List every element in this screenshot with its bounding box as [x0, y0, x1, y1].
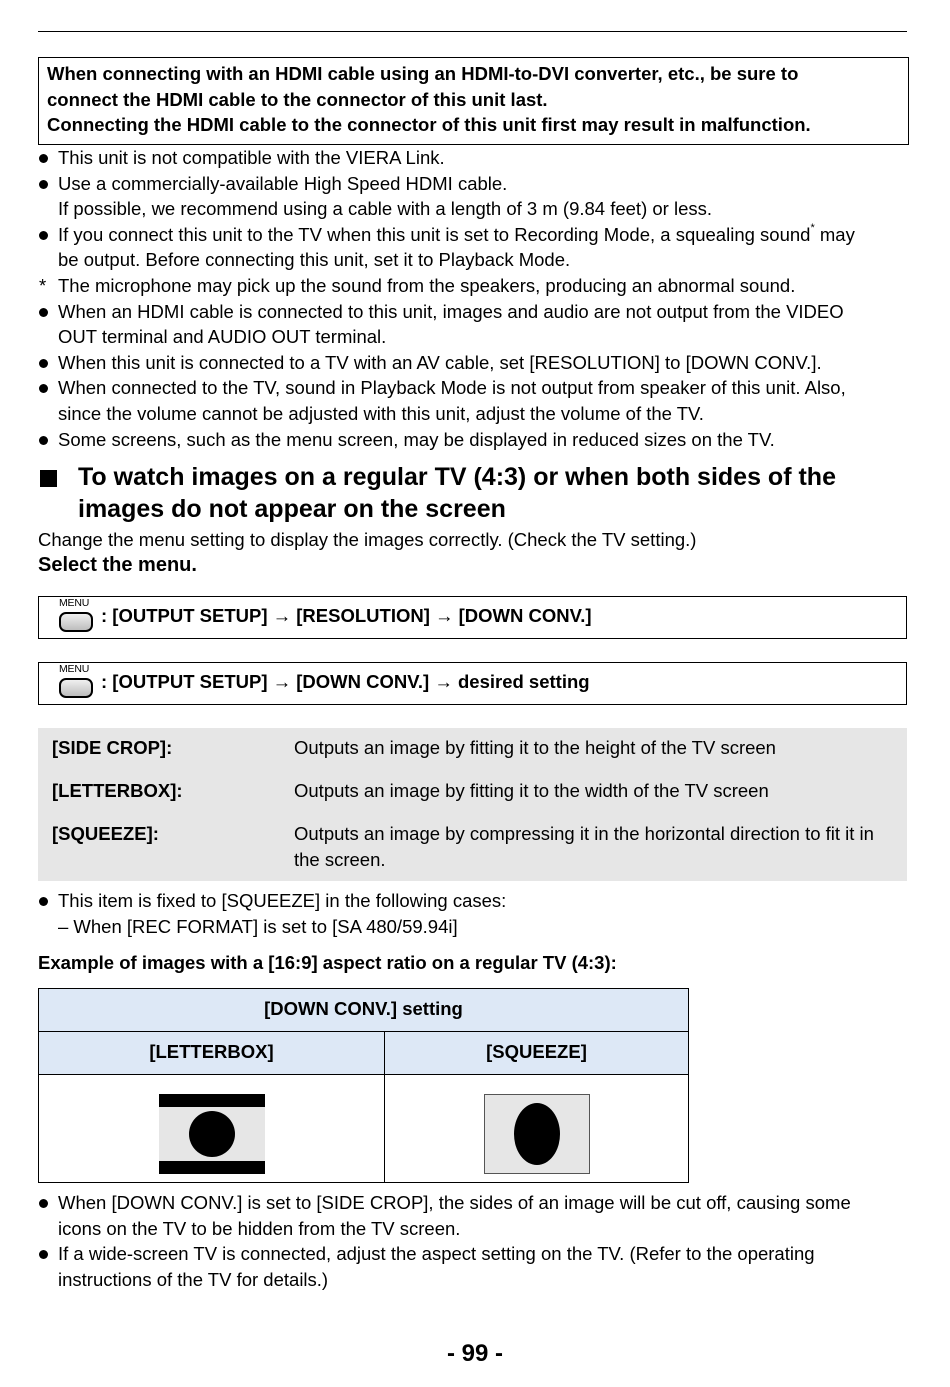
- select-menu-heading: Select the menu.: [38, 554, 197, 576]
- letterbox-graphic: [159, 1094, 265, 1174]
- bullet-icon: [39, 180, 48, 189]
- menu-button-icon: [59, 612, 93, 632]
- warning-line: Connecting the HDMI cable to the connector of this unit first may result in malfunction.: [47, 114, 811, 135]
- footnote: * The microphone may pick up the sound from the speakers, producing an abnormal sound.: [38, 273, 908, 299]
- menu-label: MENU: [59, 663, 90, 675]
- settings-definition-list: [38, 728, 907, 881]
- bullet-icon: [39, 384, 48, 393]
- menu-path-box: [38, 662, 907, 705]
- list-item: If a wide-screen TV is connected, adjust the aspect setting on the TV. (Refer to the operating instructions of the TV for details.): [38, 1241, 908, 1292]
- bullet-icon: [39, 897, 48, 906]
- setting-description: Outputs an image by compressing it in the horizontal direction to fit it in the screen.: [294, 823, 874, 870]
- warning-line: connect the HDMI cable to the connector of this unit last.: [47, 88, 548, 110]
- menu-label: MENU: [59, 597, 90, 609]
- list-item: Use a commercially-available High Speed HDMI cable. If possible, we recommend using a cable with a length of 3 m (9.84 feet) or less.: [38, 171, 908, 222]
- notes-list: [38, 145, 908, 452]
- list-item: If you connect this unit to the TV when this unit is set to Recording Mode, a squealing sound* may be output. Before connecting this unit, set it to Playback Mode.: [38, 222, 908, 273]
- bullet-icon: [39, 231, 48, 240]
- bullet-icon: [39, 1250, 48, 1259]
- example-title: Example of images with a [16:9] aspect ratio on a regular TV (4:3):: [38, 952, 617, 973]
- letterbox-image-illustration: [159, 1094, 265, 1174]
- bullet-icon: [39, 154, 48, 163]
- top-rule: [38, 31, 907, 32]
- setting-term: [LETTERBOX]:: [52, 780, 183, 801]
- menu-button-icon: [59, 678, 93, 698]
- page-number: - 99 -: [446, 1340, 503, 1367]
- bullet-icon: [39, 308, 48, 317]
- menu-path-text: : [OUTPUT SETUP] → [DOWN CONV.] → desired setting: [101, 671, 590, 692]
- warning-box: [38, 57, 909, 145]
- fixed-note: [38, 888, 908, 939]
- warning-line: When connecting with an HDMI cable using an HDMI-to-DVI converter, etc., be sure to: [47, 63, 799, 84]
- list-item: When an HDMI cable is connected to this unit, images and audio are not output from the VIDEO OUT terminal and AUDIO OUT terminal.: [38, 299, 908, 350]
- square-bullet-icon: [40, 470, 57, 487]
- list-item: When connected to the TV, sound in Playback Mode is not output from speaker of this unit. Also, since the volume cannot be adjusted with this unit, adjust the volume of the TV.: [38, 375, 908, 426]
- asterisk-mark: *: [39, 274, 47, 296]
- list-item: Some screens, such as the menu screen, may be displayed in reduced sizes on the TV.: [38, 427, 908, 453]
- squeeze-image-illustration: [484, 1094, 590, 1174]
- list-item: This unit is not compatible with the VIERA Link.: [38, 145, 908, 171]
- section-heading: To watch images on a regular TV (4:3) or when both sides of the images do not appear on the screen: [38, 462, 908, 525]
- bullet-icon: [39, 359, 48, 368]
- menu-path-box: [38, 596, 907, 639]
- bullet-icon: [39, 436, 48, 445]
- setting-description: Outputs an image by fitting it to the width of the TV screen: [294, 780, 769, 801]
- section-intro: Change the menu setting to display the images correctly. (Check the TV setting.): [38, 529, 697, 550]
- example-table: [38, 988, 689, 1183]
- setting-description: Outputs an image by fitting it to the height of the TV screen: [294, 737, 776, 758]
- list-item: When this unit is connected to a TV with an AV cable, set [RESOLUTION] to [DOWN CONV.].: [38, 350, 908, 376]
- menu-path-text: : [OUTPUT SETUP] → [RESOLUTION] → [DOWN CONV.]: [101, 605, 592, 626]
- squeeze-graphic: [485, 1095, 589, 1173]
- column-header-squeeze: [SQUEEZE]: [385, 1032, 688, 1075]
- footnote-mark: *: [810, 221, 815, 234]
- column-header-letterbox: [LETTERBOX]: [39, 1032, 384, 1075]
- setting-term: [SIDE CROP]:: [52, 737, 173, 758]
- bullet-icon: [39, 1199, 48, 1208]
- sub-item: – When [REC FORMAT] is set to [SA 480/59.94i]: [58, 915, 458, 937]
- setting-term: [SQUEEZE]:: [52, 823, 159, 844]
- list-item: This item is fixed to [SQUEEZE] in the following cases: – When [REC FORMAT] is set to [SA 480/59.94i]: [38, 888, 908, 939]
- table-header: [DOWN CONV.] setting: [39, 989, 688, 1032]
- column-divider: [384, 1032, 385, 1182]
- list-item: When [DOWN CONV.] is set to [SIDE CROP], the sides of an image will be cut off, causing some icons on the TV to be hidden from the TV screen.: [38, 1190, 908, 1241]
- bottom-notes: [38, 1190, 908, 1292]
